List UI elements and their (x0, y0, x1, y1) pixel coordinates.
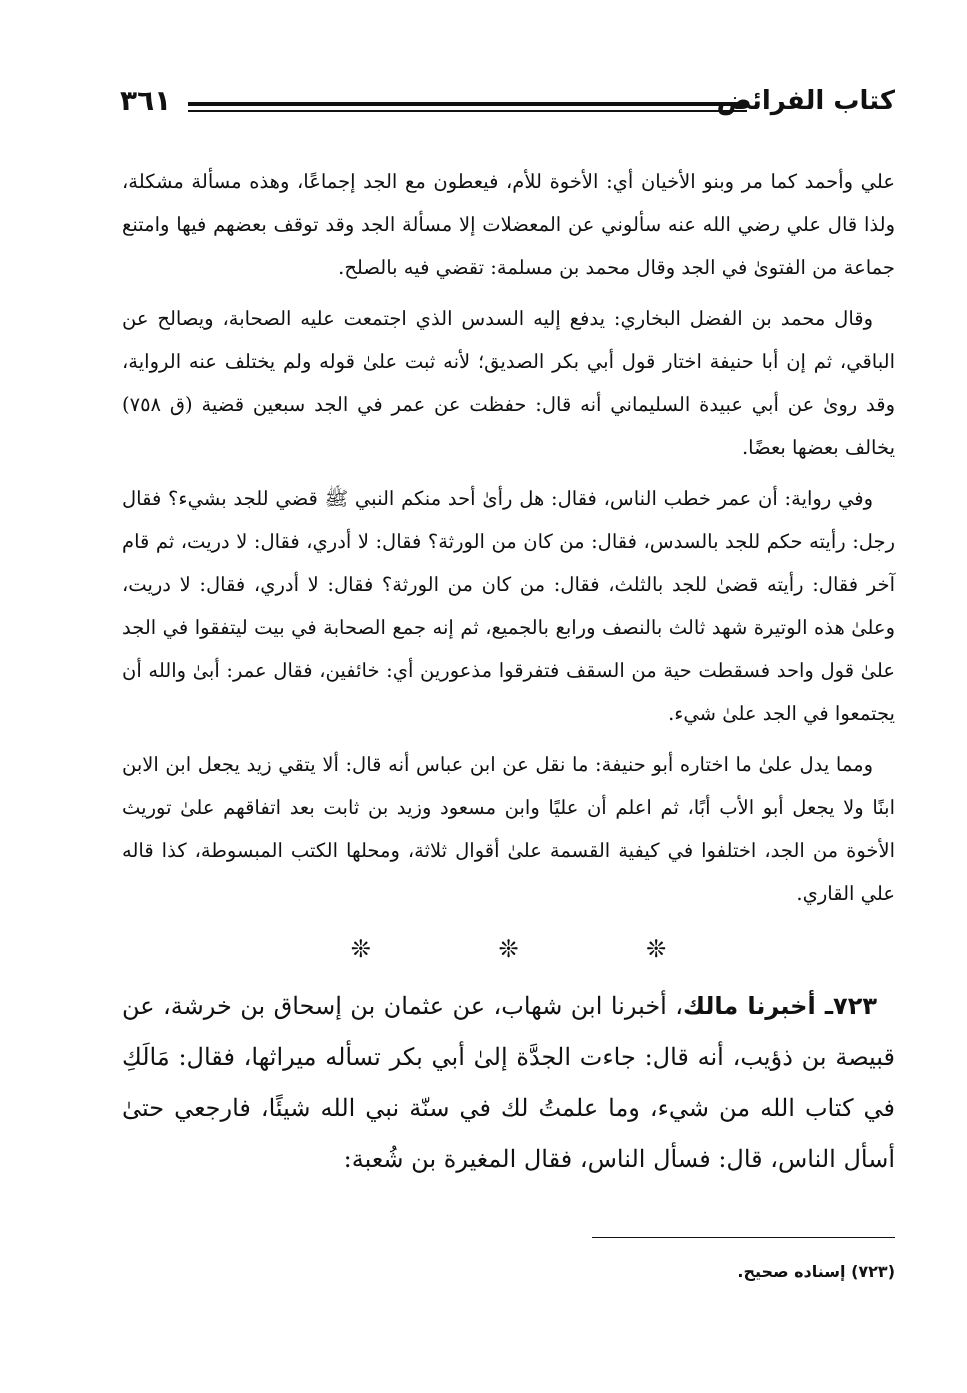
section-separator: ❊ ❊ ❊ (350, 935, 727, 963)
paragraph: وقال محمد بن الفضل البخاري: يدفع إليه السدس الذي اجتمعت عليه الصحابة، ويصالح عن الباقي، ثم إن أبا حنيفة اختار قول أبي بكر الصديق؛ لأنه ثبت علىٰ قوله ولم يختلف عنه الرواية، وقد روىٰ عن أبي عبيدة السليماني أنه قال: حفظت عن عمر في الجد سبعين قضية (ق ٧٥٨) يخالف بعضها بعضًا. (122, 307, 895, 459)
paragraph: ومما يدل علىٰ ما اختاره أبو حنيفة: ما نقل عن ابن عباس أنه قال: ألا يتقي زيد يجعل ابن الابن ابنًا ولا يجعل أبو الأب أبًا، ثم اعلم أن عليًا وابن مسعود وزيد بن ثابت بعد اتفاقهم علىٰ توريث الأخوة من الجد، اختلفوا في كيفية القسمة علىٰ أقوال ثلاثة، ومحلها الكتب المبسوطة، كذا قاله علي القاري. (122, 753, 895, 905)
running-title: كتاب الفرائض (716, 86, 895, 116)
footnote: (٧٢٣) إسناده صحيح. (737, 1262, 895, 1281)
paragraph: علي وأحمد كما مر وبنو الأخيان أي: الأخوة للأم، فيعطون مع الجد إجماعًا، وهذه مسألة مشكلة، ولذا قال علي رضي الله عنه سألوني عن المعضلات إلا مسألة الجد وقد توقف بعضهم فيها وامتنع جماعة من الفتوىٰ في الجد وقال محمد بن مسلمة: تقضي فيه بالصلح. (122, 170, 895, 279)
header-rule (188, 102, 747, 106)
page-header (120, 80, 895, 130)
hadith-text: ، أخبرنا ابن شهاب، عن عثمان بن إسحاق بن خرشة، عن قبيصة بن ذؤيب، أنه قال: جاءت الجدَّة إلىٰ أبي بكر تسأله ميراثها، فقال: مَالَكِ في كتاب الله من شيء، وما علمتُ لك في سنّة نبي الله شيئًا، فارجعي حتىٰ أسأل الناس، قال: فسأل الناس، فقال المغيرة بن شُعبة: (122, 992, 895, 1173)
paragraph: وفي رواية: أن عمر خطب الناس، فقال: هل رأىٰ أحد منكم النبي ﷺ قضي للجد بشيء؟ فقال رجل: رأيته حكم للجد بالسدس، فقال: من كان من الورثة؟ فقال: لا أدري، فقال: لا دريت، ثم قام آخر فقال: رأيته قضىٰ للجد بالثلث، فقال: من كان من الورثة؟ فقال: لا أدري، فقال: لا دريت، وعلىٰ هذه الوتيرة شهد ثالث بالنصف ورابع بالجميع، ثم إنه جمع الصحابة في بيت ليتفقوا في الجد علىٰ قول واحد فسقطت حية من السقف فتفرقوا مذعورين أي: خائفين، فقال عمر: أبىٰ والله أن يجتمعوا في الجد علىٰ شيء. (122, 487, 895, 725)
footnote-rule (592, 1237, 895, 1238)
main-text (122, 160, 895, 1185)
hadith-number: ٧٢٣ـ أخبرنا مالك (683, 992, 877, 1020)
page-number: ٣٦١ (120, 84, 172, 117)
hadith-paragraph (122, 981, 895, 1185)
